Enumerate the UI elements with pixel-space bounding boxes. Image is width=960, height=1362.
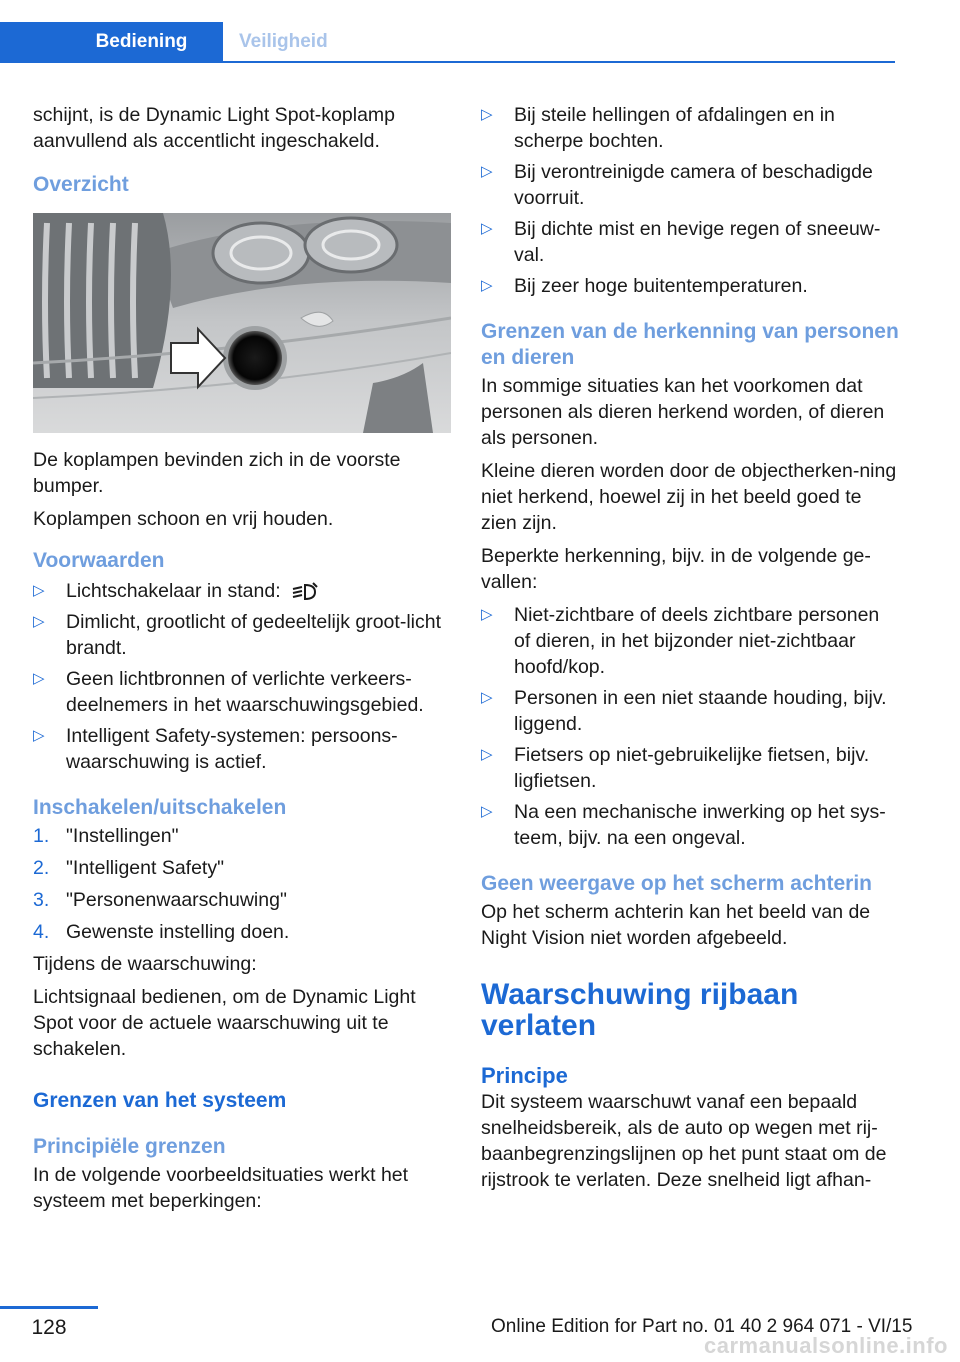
list-item: ▷ Bij verontreinigde camera of beschadigde voorruit. xyxy=(481,161,873,209)
heading-herkenning: Grenzen van de herkenning van personen en dieren xyxy=(481,320,899,369)
tab-veiligheid[interactable]: Veiligheid xyxy=(239,31,328,52)
section-tabs xyxy=(0,22,895,62)
text-koplampen-schoon: Koplampen schoon en vrij houden. xyxy=(33,508,334,530)
list-item: ▷ Geen lichtbronnen of verlichte verkeers-deelnemers in het waarschuwingsgebied. xyxy=(33,668,424,716)
triangle-bullet-icon: ▷ xyxy=(33,727,45,744)
list-item: ▷ Bij dichte mist en hevige regen of sneeuw-val. xyxy=(481,218,881,266)
list-item: ▷ Personen in een niet staande houding, bijv. liggend. xyxy=(481,687,887,735)
list-item: ▷ Bij steile hellingen of afdalingen en in scherpe bochten. xyxy=(481,104,835,152)
header-divider xyxy=(0,61,895,63)
text-geen-weergave: Op het scherm achterin kan het beeld van de Night Vision niet worden afgebeeld. xyxy=(481,901,871,949)
list-item: ▷ Niet-zichtbare of deels zichtbare personen of dieren, in het bijzonder niet-zichtbaar hoofd/kop. xyxy=(481,604,880,678)
page-number: 128 xyxy=(31,1316,67,1339)
text-lichtsignaal: Lichtsignaal bedienen, om de Dynamic Light Spot voor de actuele waarschuwing uit te schakelen. xyxy=(33,986,416,1060)
list-item: ▷ Lichtschakelaar in stand: xyxy=(33,578,451,604)
triangle-bullet-icon: ▷ xyxy=(481,277,493,294)
triangle-bullet-icon: ▷ xyxy=(481,106,493,123)
steps-list xyxy=(33,823,451,945)
right-column xyxy=(481,102,899,1200)
triangle-bullet-icon: ▷ xyxy=(481,220,493,237)
list-item: 1. "Instellingen" xyxy=(33,825,179,847)
triangle-bullet-icon: ▷ xyxy=(481,803,493,820)
heading-waarschuwing-rijbaan: Waarschuwing rijbaan verlaten xyxy=(481,978,799,1042)
heading-overzicht: Overzicht xyxy=(33,173,129,196)
beperkingen-list xyxy=(481,102,899,299)
heading-principe: Principe xyxy=(481,1063,568,1088)
voorwaarden-list xyxy=(33,578,451,775)
low-beam-icon xyxy=(291,581,321,603)
list-item: ▷ Dimlicht, grootlicht of gedeeltelijk groot-licht brandt. xyxy=(33,611,441,659)
left-column xyxy=(33,102,451,1221)
triangle-bullet-icon: ▷ xyxy=(481,689,493,706)
watermark: carmanualsonline.info xyxy=(704,1333,948,1358)
triangle-bullet-icon: ▷ xyxy=(481,746,493,763)
list-item: ▷ Bij zeer hoge buitentemperaturen. xyxy=(481,275,808,297)
triangle-bullet-icon: ▷ xyxy=(481,163,493,180)
list-item: 2. "Intelligent Safety" xyxy=(33,857,225,879)
list-item: 3. "Personenwaarschuwing" xyxy=(33,889,287,911)
tab-bediening[interactable]: Bediening xyxy=(0,22,223,61)
list-item: 4. Gewenste instelling doen. xyxy=(33,921,290,943)
text-herkenning-3: Beperkte herkenning, bijv. in de volgende ge-vallen: xyxy=(481,545,871,593)
triangle-bullet-icon: ▷ xyxy=(33,670,45,687)
text-voorbeeldsituaties: In de volgende voorbeeldsituaties werkt het systeem met beperkingen: xyxy=(33,1164,409,1212)
heading-geen-weergave: Geen weergave op het scherm achterin xyxy=(481,872,872,895)
list-item: ▷ Intelligent Safety-systemen: persoons-waarschuwing is actief. xyxy=(33,725,398,773)
intro-text: schijnt, is de Dynamic Light Spot-koplamp aanvullend als accentlicht ingeschakeld. xyxy=(33,104,395,152)
text-herkenning-2: Kleine dieren worden door de objectherken-ning niet herkend, hoewel zij in het beeld goed te zien zijn. xyxy=(481,460,897,534)
herkenning-list xyxy=(481,602,899,851)
headlight-photo xyxy=(33,213,451,433)
list-item: ▷ Fietsers op niet-gebruikelijke fietsen, bijv. ligfietsen. xyxy=(481,744,870,792)
heading-principiele-grenzen: Principiële grenzen xyxy=(33,1135,226,1158)
heading-grenzen-systeem: Grenzen van het systeem xyxy=(33,1089,287,1112)
text-principe: Dit systeem waarschuwt vanaf een bepaald snelheidsbereik, als de auto op wegen met rij-baanbegrenzingslijnen op het punt staat om de rijstrook te verlaten. Deze snelheid ligt afhan- xyxy=(481,1091,887,1191)
list-item: ▷ Na een mechanische inwerking op het sys-teem, bijv. na een ongeval. xyxy=(481,801,886,849)
text-koplampen-locatie: De koplampen bevinden zich in de voorste bumper. xyxy=(33,449,401,497)
heading-voorwaarden: Voorwaarden xyxy=(33,549,165,572)
edition-note: Online Edition for Part no. 01 40 2 964 071 - VI/15 xyxy=(491,1316,913,1337)
text-herkenning-1: In sommige situaties kan het voorkomen dat personen als dieren herkend worden, of dieren als personen. xyxy=(481,375,885,449)
text-tijdens-waarschuwing: Tijdens de waarschuwing: xyxy=(33,953,257,975)
triangle-bullet-icon: ▷ xyxy=(33,613,45,630)
heading-inschakelen: Inschakelen/uitschakelen xyxy=(33,796,287,819)
triangle-bullet-icon: ▷ xyxy=(33,582,45,599)
triangle-bullet-icon: ▷ xyxy=(481,606,493,623)
footer-divider xyxy=(0,1306,98,1309)
